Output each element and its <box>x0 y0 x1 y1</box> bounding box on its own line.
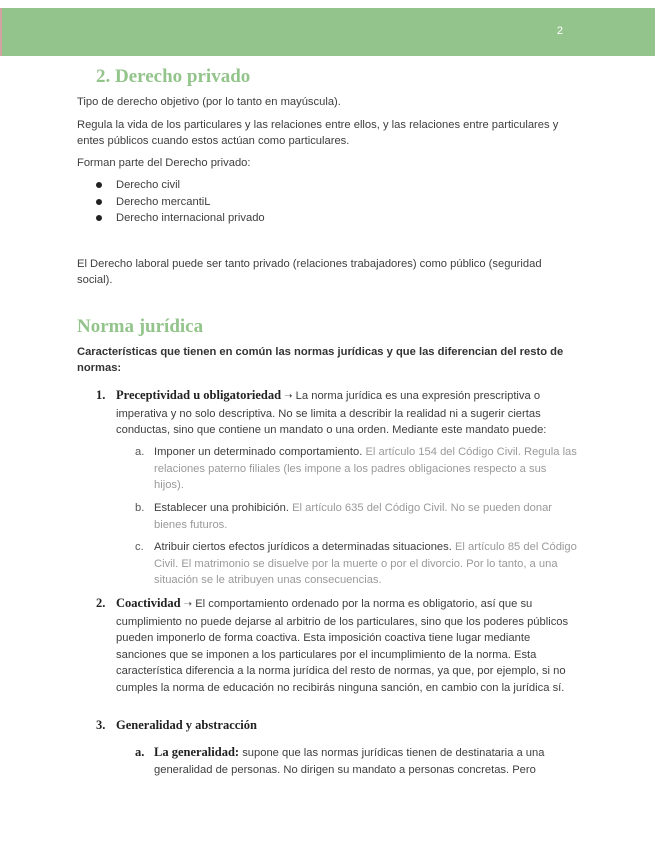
item-body: La norma jurídica es una expresión prescriptiva o imperativa y no solo descriptiva. No se limita a describir la realidad ni a sugerir ciertas conductas, sino que contiene un mandato o una orden. Mediante este mandato puede: <box>116 390 547 436</box>
arrow-icon: ➝ <box>183 599 193 610</box>
item-title: Preceptividad u obligatoriedad <box>116 388 282 402</box>
sub-lead: Atribuir ciertos efectos jurídicos a determinadas situaciones. <box>154 541 452 553</box>
sub-detail: El artículo 154 del Código Civil. Regula las relaciones paterno filiales (les impone a los padres obligaciones respecto a sus hijos). <box>154 446 577 491</box>
heading-norma-juridica: Norma jurídica <box>77 316 204 337</box>
item-generalidad <box>116 717 578 735</box>
paragraph-caracteristicas: Características que tienen en común las normas jurídicas y que las diferencian del resto de normas: <box>77 346 564 374</box>
sub-item-generalidad <box>154 744 579 778</box>
sub-body: supone que las normas jurídicas tienen de destinataria a una generalidad de personas. No dirigen su mandato a personas concretas. Pero <box>154 747 545 776</box>
paragraph-forman-parte: Forman parte del Derecho privado: <box>77 157 251 169</box>
paragraph-regula: Regula la vida de los particulares y las relaciones entre ellos, y las relaciones entre particulares y entes públicos cuando estos actúan como particulares. <box>77 119 559 147</box>
bullet-list-derecho-privado <box>96 177 265 227</box>
sub-letter: a. <box>135 446 145 458</box>
bullet-icon <box>96 199 102 205</box>
item-title: Coactividad <box>116 596 181 610</box>
sub-letter: b. <box>135 502 145 514</box>
item-body: El comportamiento ordenado por la norma es obligatorio, así que su cumplimiento no puede dejarse al arbitrio de los particulares, sino que los poderes públicos pueden imponerlo de forma coactiva. Esta imposición coactiva tiene lugar mediante sanciones que se imponen a los particulares por el incumplimiento de la norma. Esta característica diferencia a la norma jurídica del resto de normas, ya que, por ejemplo, si no cumples la norma de educación no recibirás ninguna sanción, en cambio con la jurídica sí. <box>116 598 569 694</box>
item-coactividad <box>116 595 578 696</box>
sub-detail: El artículo 85 del Código Civil. El matrimonio se disuelve por la muerte o por el divorcio. Por lo tanto, a una situación se le atribuyen unas consecuencias. <box>154 541 577 586</box>
paragraph-tipo: Tipo de derecho objetivo (por lo tanto en mayúscula). <box>77 96 341 108</box>
arrow-icon: ➝ <box>284 391 293 402</box>
sub-item-imponer <box>154 444 579 494</box>
item-number: 1. <box>96 388 106 402</box>
heading-derecho-privado: 2. Derecho privado <box>96 66 251 87</box>
list-item: Derecho civil <box>96 177 265 194</box>
bullet-icon <box>96 182 102 188</box>
item-preceptividad <box>116 387 578 439</box>
sub-item-prohibicion <box>154 500 579 533</box>
page-header-bar <box>0 8 655 56</box>
list-item: Derecho mercantiL <box>96 194 265 211</box>
item-number: 3. <box>96 718 106 732</box>
list-item: Derecho internacional privado <box>96 210 265 227</box>
paragraph-derecho-laboral: El Derecho laboral puede ser tanto privado (relaciones trabajadores) como público (seguridad social). <box>77 258 542 286</box>
item-number: 2. <box>96 596 106 610</box>
sub-letter: c. <box>135 541 144 553</box>
sub-letter: a. <box>135 745 145 759</box>
sub-lead: Imponer un determinado comportamiento. <box>154 446 363 458</box>
sub-lead: Establecer una prohibición. <box>154 502 289 514</box>
page-number: 2 <box>556 25 563 37</box>
sub-title: La generalidad: <box>154 745 240 759</box>
sub-item-atribuir <box>154 539 579 589</box>
sub-detail: El artículo 635 del Código Civil. No se pueden donar bienes futuros. <box>154 502 553 531</box>
item-title: Generalidad y abstracción <box>116 718 257 732</box>
bullet-icon <box>96 215 102 221</box>
